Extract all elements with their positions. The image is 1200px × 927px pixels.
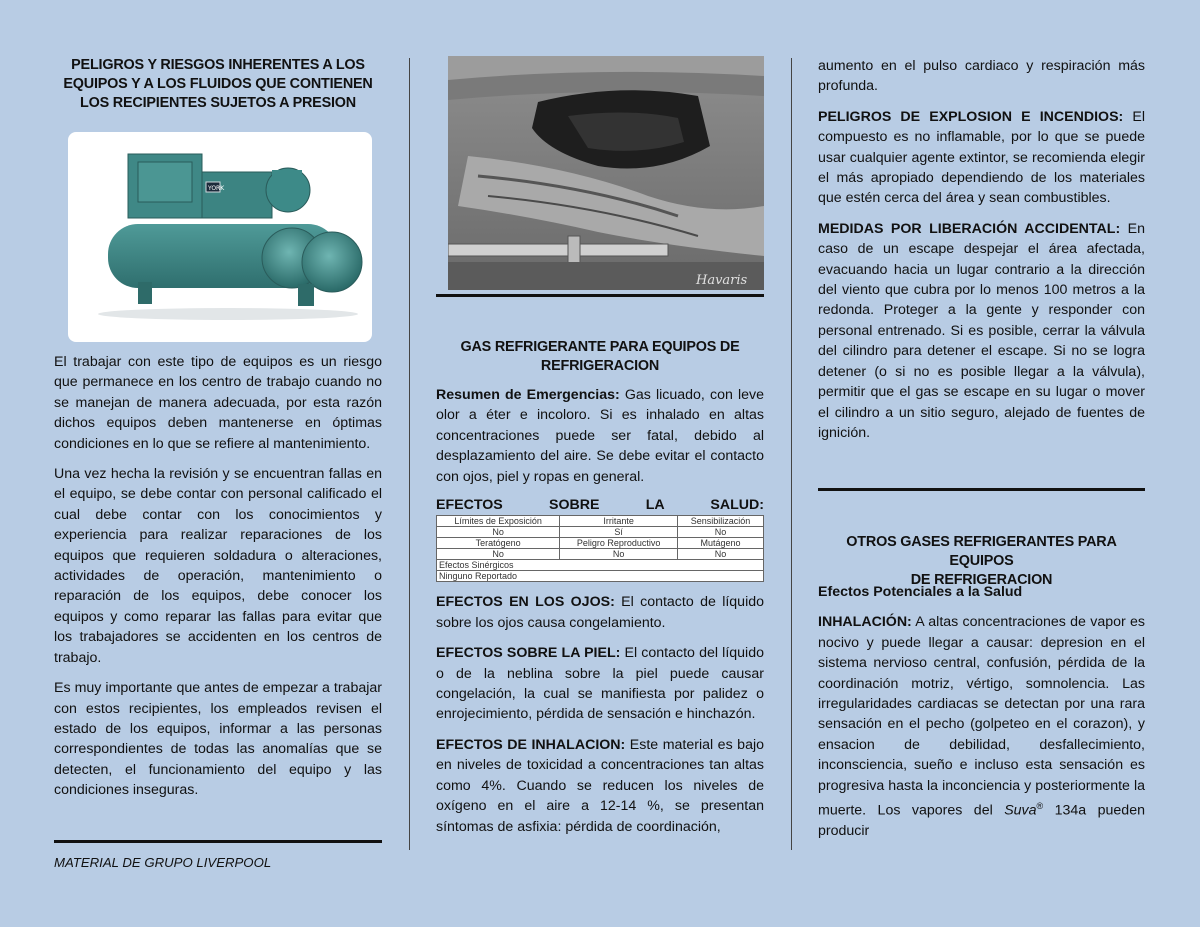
table-cell: Teratógeno (437, 538, 560, 549)
section-rule (818, 488, 1145, 491)
table-row (437, 527, 764, 538)
table-cell: Peligro Reproductivo (560, 538, 678, 549)
text-inhalation-tail: 134a pueden producir (818, 802, 1145, 840)
text-emergency-summary: Gas licuado, con leve olor a éter e incoloro. Si es inhalado en altas concentraciones puede ser fatal, debido al desplazamiento del aire. Se debe evitar el contacto con ojos, piel y ropas en general. (436, 387, 765, 485)
column-divider-right (791, 58, 792, 850)
footer-credit: MATERIAL DE GRUPO LIVERPOOL (54, 855, 272, 870)
label-skin-effects: EFECTOS SOBRE LA PIEL: (436, 645, 621, 662)
title-line: REFRIGERACION (540, 358, 660, 374)
section-rule (436, 294, 764, 297)
table-cell: No (437, 527, 560, 538)
damaged-vessel-photo (448, 56, 764, 290)
table-row (437, 538, 764, 549)
table-cell: No (678, 549, 764, 560)
label-eye-effects: EFECTOS EN LOS OJOS: (436, 594, 615, 611)
text-inhalation: A altas concentraciones de vapor es nocivo y puede llegar a causar: depresion en el sistema nervioso central, confusión, pérdida de la coordinación motriz, vértigo, somnolencia. Las irregularidades cardiacas se detectan por una rara sensación en el pecho (golpeteo en el corazon), y ensacion de debilidad, desfallecimiento, inconsciencia, sueño e incluso esta sensación es progresiva hasta la inconciencia y posteriormente la muerte. Los vapores del (818, 614, 1145, 819)
table-cell: Irritante (560, 516, 678, 527)
suva-product-name: Suva (1004, 802, 1037, 819)
table-row (437, 549, 764, 560)
paragraph-skin-effects (436, 643, 764, 725)
heading-health-effects-text: EFECTOS SOBRE LA SALUD: (436, 497, 764, 514)
paragraph-explosion-hazards (818, 107, 1145, 209)
heading-potential-effects: Efectos Potenciales a la Salud (818, 584, 1023, 600)
table-cell: Mutágeno (678, 538, 764, 549)
table-row (437, 516, 764, 527)
health-effects-table (436, 515, 764, 582)
photo-caption: Havaris (696, 273, 748, 288)
label-explosion-hazards: PELIGROS DE EXPLOSION E INCENDIOS: (818, 108, 1124, 125)
title-line: EQUIPOS Y A LOS FLUIDOS QUE CONTIENEN (63, 76, 373, 92)
text-skin-effects: El contacto del líquido o de la neblina sobre la piel puede causar congelación, la cual se manifiesta por palidez o enrojecimiento, pérdida de sensación e hinchazón. (436, 645, 764, 723)
table-row (437, 571, 764, 582)
section-title-refrigerant (436, 338, 764, 376)
table-cell: No (678, 527, 764, 538)
table-cell: Sensibilización (678, 516, 764, 527)
registered-mark: ® (1036, 801, 1044, 812)
table-cell: No (437, 549, 560, 560)
paragraph-repair: Una vez hecha la revisión y se encuentran fallas en el equipo, se debe contar con personal calificado el cual debe contar con los conocimientos y experiencia para realizar reparaciones de los equipos que requieren soldadura o alteraciones, actividades de operación, mantenimiento o reparación de los equipos, debe conocer los equipos y como reparar las fallas para evitar que los trabajadores se accidenten en los centros de trabajo. (54, 466, 382, 666)
table-cell: Límites de Exposición (437, 516, 560, 527)
paragraph-accidental-release (818, 219, 1145, 443)
paragraph-inhalation-effects (436, 735, 764, 837)
section-title-hazards (54, 56, 382, 113)
table-cell: No (560, 549, 678, 560)
title-line: PELIGROS Y RIESGOS INHERENTES A LOS (71, 57, 365, 73)
title-line: OTROS GASES REFRIGERANTES PARA EQUIPOS (846, 534, 1117, 569)
title-line: LOS RECIPIENTES SUJETOS A PRESION (80, 95, 356, 111)
label-emergency-summary: Resumen de Emergencias: (436, 387, 620, 403)
chiller-image (68, 132, 372, 342)
text-explosion-hazards: El compuesto es no inflamable, por lo que se puede usar cualquier agente extintor, se recomienda elegir el más apropiado dependiendo de los materiales que estén cerca del área y sean combustibles. (818, 108, 1145, 207)
text-accidental-release: En caso de un escape despejar el área afectada, evacuando hacia un lugar contrario a la dirección del viento que cubra por lo menos 100 metros a la redonda. Proteger a la gente y responder con personal entrenado. Si es posible, cerrar la válvula del cilindro para detener el escape. Si no se logra detener (o si no es posible llegar a la válvula), permitir que el gas se escape en su lugar o mover el cilindro a un sitio seguro, alejado de fuentes de ignición. (818, 220, 1145, 441)
text-eye-effects: El contacto de líquido sobre los ojos causa congelamiento. (436, 594, 764, 631)
text-inhalation-effects: Este material es bajo en niveles de toxicidad a concentraciones tan altas como 4%. Cuando se reducen los niveles de oxígeno en el aire a 12-14 %, se presentan síntomas de asfixia: pérdida de coordinación, (436, 736, 764, 835)
title-line: GAS REFRIGERANTE PARA EQUIPOS DE (460, 339, 740, 355)
heading-health-effects (436, 495, 764, 515)
paragraph-emergency-summary (436, 385, 764, 487)
table-row (437, 560, 764, 571)
table-cell: Sí (560, 527, 678, 538)
column-divider-left (409, 58, 410, 850)
footer-rule (54, 840, 382, 843)
label-accidental-release: MEDIDAS POR LIBERACIÓN ACCIDENTAL: (818, 220, 1121, 237)
paragraph-intro: El trabajar con este tipo de equipos es un riesgo que permanece en los centro de trabajo cuando no se manejan de manera adecuada, por esta razón dichos equipos deben mantenerse en óptimas condiciones en lo que se refiere al mantenimiento. (54, 354, 382, 452)
title-line: DE REFRIGERACION (910, 572, 1053, 588)
label-inhalation: INHALACIÓN: (818, 614, 912, 631)
paragraph-inhalation (818, 612, 1145, 841)
paragraph-inspection: Es muy importante que antes de empezar a trabajar con estos recipientes, los empleados revisen el estado de los equipos, informar a las personas correspondientes de todas las anomalías que se detecten, el funcionamiento del equipo y las condiciones inseguras. (54, 680, 382, 799)
table-cell: Efectos Sinérgicos (437, 560, 764, 571)
label-inhalation-effects: EFECTOS DE INHALACION: (436, 736, 626, 753)
paragraph-continuation: aumento en el pulso cardiaco y respiración más profunda. (818, 58, 1145, 95)
table-cell: Ninguno Reportado (437, 571, 764, 582)
paragraph-eye-effects (436, 592, 764, 633)
york-logo: YORK (208, 185, 225, 192)
